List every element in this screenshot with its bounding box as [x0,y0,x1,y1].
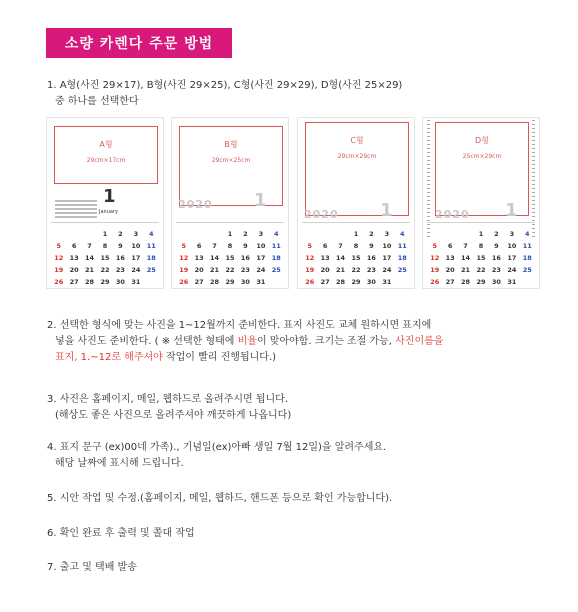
calendar-day: 28 [85,278,95,286]
card-b-year: 2020 [178,198,213,211]
calendar-day: 1 [478,230,484,238]
calendar-day: 2 [369,230,374,238]
calendar-day: 5 [307,242,312,250]
card-a-month-word: January [99,209,118,215]
calendar-day: 21 [210,266,220,274]
calendar-day: 14 [85,254,95,262]
calendar-day [176,228,191,240]
calendar-day: 5 [181,242,186,250]
calendar-day: 6 [447,242,453,250]
calendar-day: 24 [507,266,517,274]
calendar-day: 10 [131,242,141,250]
calendar-day: 15 [100,254,110,262]
calendar-day [458,228,473,240]
step-3-line-2: (해상도 좋은 사진으로 올려주셔야 깨끗하게 나옵니다) [55,410,292,421]
calendar-day: 11 [146,242,156,250]
calendar-day: 30 [115,278,125,286]
calendar-day: 4 [274,230,279,238]
card-c-name: C형 [350,136,364,145]
page-title: 소량 카렌다 주문 방법 [46,28,232,58]
calendar-day: 15 [351,254,361,262]
card-b-name: B형 [224,140,238,149]
step-5: 5. 시안 작업 및 수정.(홈페이지, 메일, 웹하드, 핸드폰 등으로 확인 가능합니다). [47,493,393,504]
card-a-size: 29cm×17cm [86,157,126,164]
calendar-day: 10 [256,242,266,250]
calendar-day: 23 [115,266,125,274]
calendar-day: 8 [478,242,484,250]
card-c-size: 29cm×29cm [337,153,377,160]
step-1 [47,78,402,110]
card-c-year: 2020 [304,208,339,221]
calendar-day: 26 [430,278,440,286]
calendar-day: 17 [131,254,141,262]
calendar-day: 20 [445,266,455,274]
card-d-name: D형 [475,136,489,145]
calendar-day: 31 [256,278,266,286]
card-b-size: 29cm×25cm [211,157,251,164]
calendar-day: 26 [54,278,64,286]
calendar-day: 19 [305,266,315,274]
step-2-line-3 [47,350,443,366]
calendar-day: 23 [366,266,376,274]
step-6: 6. 확인 완료 후 출력 및 쫄대 작업 [47,528,195,539]
calendar-day: 9 [369,242,374,250]
calendar-day: 25 [271,266,281,274]
step-2-line-2 [47,334,443,350]
calendar-day: 25 [397,266,407,274]
calendar-day: 12 [305,254,315,262]
calendar-day: 22 [476,266,486,274]
calendar-day: 29 [476,278,486,286]
calendar-day: 11 [271,242,281,250]
calendar-day: 23 [491,266,501,274]
calendar-day: 26 [179,278,189,286]
calendar-day: 13 [194,254,204,262]
calendar-day: 3 [384,230,390,238]
calendar-day: 4 [149,230,154,238]
calendar-day: 22 [100,266,110,274]
calendar-day: 29 [225,278,235,286]
calendar-day: 7 [87,242,92,250]
calendar-day [333,228,348,240]
calendar-day [269,276,284,288]
calendar-day: 19 [54,266,64,274]
calendar-day: 24 [131,266,141,274]
calendar-day: 11 [397,242,407,250]
calendar-day: 2 [118,230,123,238]
step-4 [47,440,386,472]
step-4-line-2: 해당 날짜에 표시해 드립니다. [55,458,184,469]
calendar-day: 9 [494,242,499,250]
calendar-day: 22 [225,266,235,274]
calendar-day [427,228,442,240]
calendar-day: 27 [194,278,204,286]
calendar-day: 8 [102,242,108,250]
step-2-text-a: 넣을 사진도 준비한다. ( ※ 선택한 형태에 [55,336,238,347]
calendar-day: 27 [320,278,330,286]
calendar-day: 16 [115,254,125,262]
calendar-day: 21 [336,266,346,274]
calendar-day: 19 [430,266,440,274]
calendar-day: 21 [85,266,95,274]
card-type-d [422,117,540,289]
calendar-day: 9 [118,242,123,250]
calendar-day: 31 [382,278,392,286]
calendar-day: 4 [400,230,405,238]
calendar-day [144,276,159,288]
calendar-day: 24 [256,266,266,274]
calendar-day: 28 [336,278,346,286]
calendar-day: 30 [491,278,501,286]
calendar-day: 14 [461,254,471,262]
calendar-day [395,276,410,288]
calendar-day: 29 [100,278,110,286]
calendar-day: 13 [445,254,455,262]
calendar-day: 10 [382,242,392,250]
calendar-day [82,228,97,240]
calendar-day: 12 [179,254,189,262]
calendar-day: 29 [351,278,361,286]
calendar-day: 4 [525,230,530,238]
calendar-day: 7 [338,242,343,250]
card-d-month-number: 1 [505,200,518,221]
calendar-day: 25 [146,266,156,274]
calendar-day: 1 [227,230,233,238]
calendar-day: 16 [366,254,376,262]
step-3 [47,392,291,424]
calendar-day: 26 [305,278,315,286]
calendar-day: 3 [258,230,264,238]
card-a-name: A형 [99,140,113,149]
calendar-day: 11 [522,242,532,250]
calendar-day: 7 [212,242,217,250]
calendar-day: 25 [522,266,532,274]
calendar-day: 18 [146,254,156,262]
calendar-grid-b [176,228,284,288]
calendar-day: 27 [69,278,79,286]
calendar-day: 10 [507,242,517,250]
calendar-day: 5 [56,242,61,250]
calendar-day: 14 [336,254,346,262]
calendar-day: 3 [509,230,515,238]
card-d-year: 2020 [435,208,470,221]
step-2-line-1: 2. 선택한 형식에 맞는 사진을 1~12월까지 준비한다. 표지 사진도 교체 원하시면 표지에 [47,320,432,331]
card-c-month-number: 1 [380,200,393,221]
calendar-day: 12 [430,254,440,262]
step-1-line-1: 1. A형(사진 29×17), B형(사진 29×25), C형(사진 29×29), D형(사진 25×29) [47,80,403,91]
calendar-day: 31 [131,278,141,286]
calendar-day: 15 [476,254,486,262]
calendar-day [191,228,206,240]
calendar-day: 18 [271,254,281,262]
calendar-grid-a [51,228,159,288]
calendar-day: 2 [243,230,248,238]
calendar-day [317,228,332,240]
calendar-grid-d [427,228,535,288]
photo-area-c [305,122,409,216]
calendar-day: 13 [320,254,330,262]
step-2-text-c: 이 맞아야함. 크기는 조절 가능, [256,336,396,347]
calendar-day: 5 [432,242,437,250]
calendar-day: 21 [461,266,471,274]
calendar-day [207,228,222,240]
step-2-highlight-naming-rule: 표지, 1.~12로 해주셔야 [55,352,163,363]
card-a-month-number: 1 [103,186,116,207]
calendar-day: 14 [210,254,220,262]
calendar-day: 15 [225,254,235,262]
calendar-day: 12 [54,254,64,262]
calendar-day: 20 [320,266,330,274]
calendar-day [442,228,457,240]
calendar-day: 19 [179,266,189,274]
calendar-day [66,228,81,240]
calendar-day: 20 [194,266,204,274]
calendar-day: 9 [243,242,248,250]
calendar-day: 23 [240,266,250,274]
calendar-day: 28 [461,278,471,286]
calendar-day [302,228,317,240]
card-type-b [171,117,289,289]
step-2-highlight-naming: 사진이름을 [395,336,444,347]
calendar-day: 6 [322,242,328,250]
photo-area-b [179,126,283,206]
calendar-day: 18 [397,254,407,262]
mini-calendar [55,200,97,220]
calendar-day [51,228,66,240]
calendar-day: 16 [240,254,250,262]
calendar-day: 18 [522,254,532,262]
step-1-line-2: 중 하나를 선택한다 [55,96,139,107]
calendar-day: 30 [240,278,250,286]
calendar-day: 22 [351,266,361,274]
calendar-day: 16 [491,254,501,262]
calendar-day: 8 [227,242,233,250]
calendar-day: 17 [382,254,392,262]
calendar-day: 17 [256,254,266,262]
calendar-day: 8 [353,242,359,250]
photo-area-a [54,126,158,184]
calendar-day: 13 [69,254,79,262]
calendar-type-samples [46,117,540,289]
card-type-a [46,117,164,289]
calendar-day: 6 [71,242,77,250]
step-2 [47,318,443,366]
step-2-text-b: 작업이 빨리 진행됩니다.) [162,352,277,363]
calendar-day: 27 [445,278,455,286]
calendar-day: 17 [507,254,517,262]
calendar-day: 20 [69,266,79,274]
card-d-size: 25cm×29cm [462,153,502,160]
calendar-day: 1 [102,230,108,238]
calendar-day: 1 [353,230,359,238]
card-type-c [297,117,415,289]
calendar-day: 24 [382,266,392,274]
card-b-month-number: 1 [254,190,267,211]
calendar-day [520,276,535,288]
step-4-line-1: 4. 표지 문구 (ex)00네 가족)., 기념일(ex)아빠 생일 7월 12일)을 알려주세요. [47,442,387,453]
calendar-day: 7 [463,242,468,250]
step-2-highlight-ratio: 비율 [237,336,257,347]
calendar-day: 28 [210,278,220,286]
calendar-day: 6 [196,242,202,250]
calendar-day: 2 [494,230,499,238]
step-3-line-1: 3. 사진은 홈페이지, 메일, 웹하드로 올려주시면 됩니다. [47,394,289,405]
calendar-day: 31 [507,278,517,286]
step-7: 7. 출고 및 택배 발송 [47,562,137,573]
calendar-day: 30 [366,278,376,286]
calendar-day: 3 [133,230,139,238]
calendar-grid-c [302,228,410,288]
